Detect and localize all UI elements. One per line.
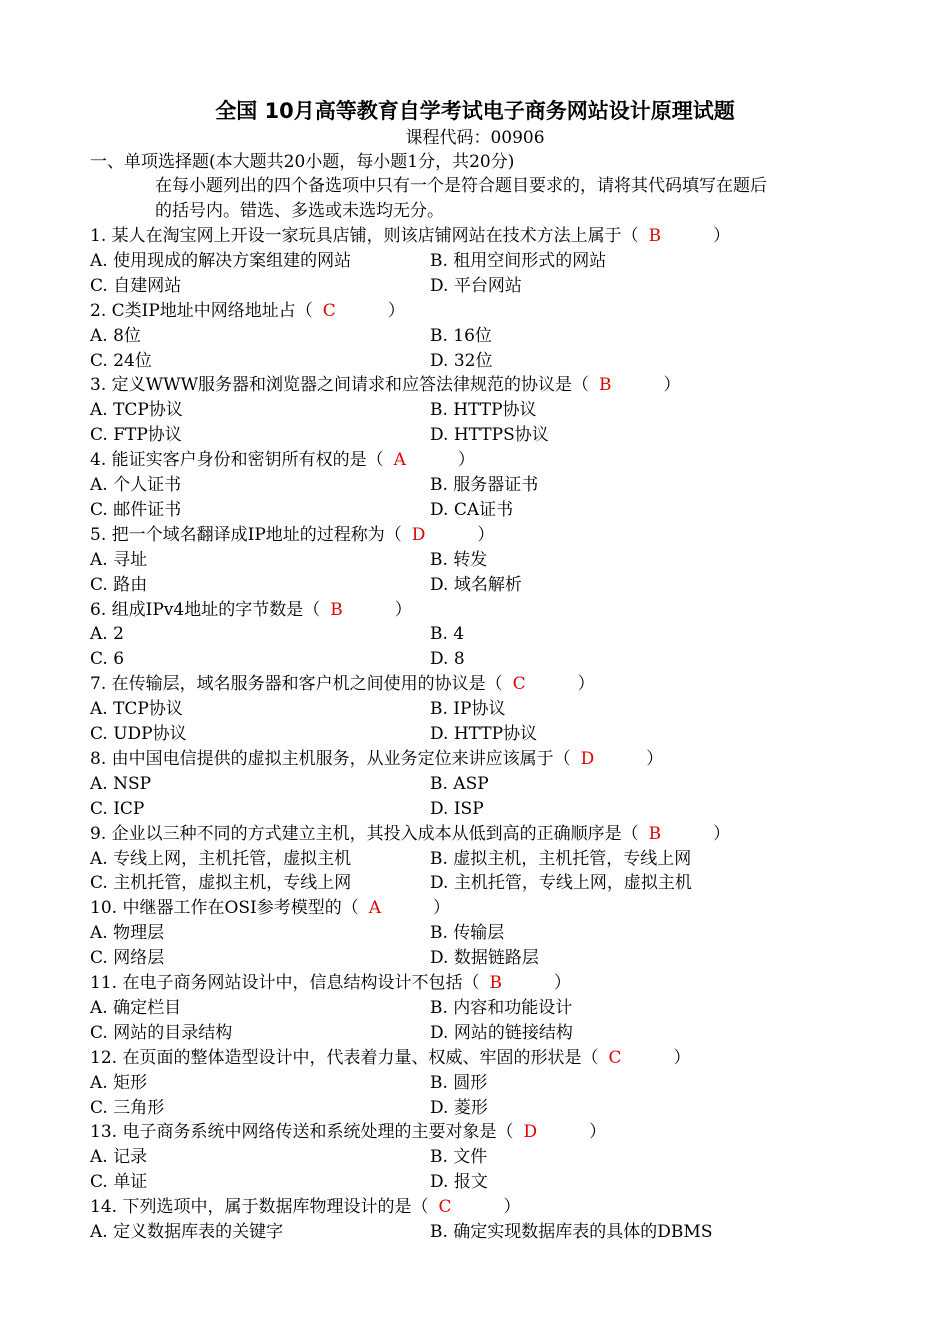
- question-2-options-row-1: [90, 324, 890, 349]
- question-10-options-row-2: [90, 946, 890, 971]
- closing-paren: ）: [553, 973, 571, 993]
- question-7-stem: [90, 672, 890, 697]
- question-11-options-row-2: [90, 1021, 890, 1046]
- option-b: B. 传输层: [430, 923, 505, 944]
- option-a: A. TCP协议: [90, 400, 183, 421]
- question-stem-text: 8. 由中国电信提供的虚拟主机服务，从业务定位来讲应该属于（: [90, 748, 571, 769]
- closing-paren: ）: [503, 1197, 521, 1218]
- question-9-options-row-2: [90, 871, 890, 896]
- question-7-options-row-1: [90, 697, 890, 722]
- answer-mark: A: [393, 450, 406, 471]
- closing-paren: ）: [433, 898, 451, 919]
- answer-mark: B: [599, 375, 612, 396]
- option-b: B. 服务器证书: [430, 475, 539, 495]
- option-a: A. NSP: [90, 773, 152, 794]
- question-stem-text: 6. 组成IPv4地址的字节数是（: [90, 599, 321, 620]
- question-1-options-row-1: [90, 249, 890, 274]
- closing-paren: ）: [394, 599, 412, 620]
- option-a: A. 矩形: [90, 1072, 148, 1093]
- option-c: C. 单证: [90, 1172, 148, 1193]
- question-6-options-row-1: [90, 622, 890, 647]
- answer-mark: D: [523, 1122, 538, 1143]
- question-7-options-row-2: [90, 722, 890, 747]
- question-2-options-row-2: [90, 349, 890, 374]
- option-d: D. 报文: [430, 1172, 488, 1193]
- question-12-options-row-1: [90, 1071, 890, 1096]
- question-stem-text: 1. 某人在淘宝网上开设一家玩具店铺，则该店铺网站在技术方法上属于（: [90, 226, 639, 246]
- option-d: D. 平台网站: [430, 275, 522, 296]
- question-4-stem: [90, 448, 890, 473]
- option-c: C. 网站的目录结构: [90, 1022, 233, 1043]
- answer-mark: A: [368, 898, 382, 919]
- closing-paren: ）: [577, 674, 595, 695]
- question-stem-text: 3. 定义WWW服务器和浏览器之间请求和应答法律规范的协议是（: [90, 375, 590, 396]
- option-b: B. 文件: [430, 1147, 488, 1168]
- answer-mark: B: [648, 823, 662, 844]
- answer-mark: D: [580, 748, 595, 769]
- option-d: D. 菱形: [430, 1097, 488, 1118]
- option-a: A. 个人证书: [90, 475, 182, 495]
- option-b: B. 内容和功能设计: [430, 997, 573, 1018]
- closing-paren: ）: [673, 1047, 691, 1068]
- option-a: A. 确定栏目: [90, 997, 182, 1018]
- question-8-options-row-1: [90, 772, 890, 797]
- option-c: C. 自建网站: [90, 275, 182, 296]
- question-3-stem: [90, 373, 890, 398]
- option-d: D. HTTPS协议: [430, 425, 549, 446]
- question-3-options-row-1: [90, 398, 890, 423]
- question-6-stem: [90, 598, 890, 623]
- question-4-options-row-1: [90, 473, 890, 498]
- option-b: B. HTTP协议: [430, 400, 537, 421]
- closing-paren: ）: [477, 524, 495, 545]
- option-d: D. 主机托管，专线上网，虚拟主机: [430, 873, 692, 894]
- question-5-options-row-1: [90, 548, 890, 573]
- closing-paren: ）: [646, 748, 664, 769]
- answer-mark: B: [489, 973, 502, 993]
- option-a: A. 记录: [90, 1147, 148, 1168]
- question-12-stem: [90, 1046, 890, 1071]
- option-c: C. 三角形: [90, 1097, 165, 1118]
- option-b: B. 确定实现数据库表的具体的DBMS: [430, 1222, 713, 1242]
- course-code: 课程代码：00906: [405, 128, 545, 148]
- question-4-options-row-2: [90, 498, 890, 523]
- option-a: A. 8位: [90, 325, 141, 346]
- question-10-options-row-1: [90, 921, 890, 946]
- option-b: B. 圆形: [430, 1072, 488, 1093]
- answer-mark: D: [411, 524, 426, 545]
- question-11-options-row-1: [90, 996, 890, 1021]
- option-c: C. 网络层: [90, 948, 165, 969]
- option-a: A. 寻址: [90, 549, 148, 570]
- question-13-options-row-1: [90, 1145, 890, 1170]
- answer-mark: C: [608, 1047, 622, 1068]
- option-d: D. CA证书: [430, 499, 514, 520]
- question-1-stem: [90, 224, 890, 249]
- option-a: A. 使用现成的解决方案组建的网站: [90, 250, 352, 271]
- question-stem-text: 5. 把一个域名翻译成IP地址的过程称为（: [90, 524, 402, 545]
- question-stem-text: 14. 下列选项中，属于数据库物理设计的是（: [90, 1197, 429, 1218]
- question-stem-text: 2. C类IP地址中网络地址占（: [90, 300, 313, 321]
- option-a: A. 专线上网，主机托管，虚拟主机: [90, 848, 352, 869]
- question-13-stem: [90, 1120, 890, 1145]
- closing-paren: ）: [663, 375, 681, 396]
- closing-paren: ）: [713, 823, 731, 844]
- instruction-line-2: 的括号内。错选、多选或未选均无分。: [155, 201, 444, 221]
- question-stem-text: 10. 中继器工作在OSI参考模型的（: [90, 898, 359, 919]
- question-1-options-row-2: [90, 274, 890, 299]
- question-12-options-row-2: [90, 1096, 890, 1121]
- answer-mark: B: [330, 599, 343, 620]
- option-a: A. TCP协议: [90, 699, 183, 720]
- question-3-options-row-2: [90, 423, 890, 448]
- question-5-options-row-2: [90, 573, 890, 598]
- option-c: C. 路由: [90, 574, 148, 595]
- option-c: C. 邮件证书: [90, 499, 182, 520]
- option-c: C. ICP: [90, 798, 145, 819]
- closing-paren: ）: [713, 226, 731, 246]
- question-8-stem: [90, 747, 890, 772]
- option-c: C. UDP协议: [90, 724, 187, 744]
- option-a: A. 物理层: [90, 923, 165, 944]
- option-b: B. 租用空间形式的网站: [430, 250, 607, 271]
- option-c: C. 主机托管，虚拟主机，专线上网: [90, 873, 352, 894]
- question-14-options-row-1: [90, 1220, 890, 1245]
- question-stem-text: 12. 在页面的整体造型设计中，代表着力量、权威、牢固的形状是（: [90, 1047, 599, 1068]
- option-d: D. 网站的链接结构: [430, 1022, 573, 1043]
- option-d: D. HTTP协议: [430, 724, 538, 744]
- question-6-options-row-2: [90, 647, 890, 672]
- closing-paren: ）: [387, 300, 405, 321]
- question-9-options-row-1: [90, 847, 890, 872]
- option-b: B. IP协议: [430, 699, 506, 720]
- closing-paren: ）: [589, 1122, 607, 1143]
- question-14-stem: [90, 1195, 890, 1220]
- question-8-options-row-2: [90, 797, 890, 822]
- question-stem-text: 9. 企业以三种不同的方式建立主机，其投入成本从低到高的正确顺序是（: [90, 823, 639, 844]
- answer-mark: C: [512, 674, 526, 695]
- option-c: C. FTP协议: [90, 425, 182, 446]
- question-5-stem: [90, 523, 890, 548]
- option-d: D. 数据链路层: [430, 948, 539, 969]
- option-a: A. 定义数据库表的关键字: [90, 1222, 284, 1242]
- question-9-stem: [90, 822, 890, 847]
- answer-mark: C: [438, 1197, 452, 1218]
- question-13-options-row-2: [90, 1170, 890, 1195]
- question-10-stem: [90, 896, 890, 921]
- option-d: D. 8: [430, 649, 465, 670]
- option-b: B. 16位: [430, 325, 492, 346]
- closing-paren: ）: [457, 450, 475, 471]
- option-a: A. 2: [90, 624, 124, 645]
- option-d: D. 32位: [430, 350, 493, 371]
- question-stem-text: 4. 能证实客户身份和密钥所有权的是（: [90, 450, 384, 471]
- question-stem-text: 11. 在电子商务网站设计中，信息结构设计不包括（: [90, 973, 480, 993]
- question-stem-text: 13. 电子商务系统中网络传送和系统处理的主要对象是（: [90, 1122, 514, 1143]
- option-c: C. 6: [90, 649, 125, 670]
- option-d: D. 域名解析: [430, 574, 522, 595]
- option-b: B. 4: [430, 624, 465, 645]
- section-heading: 一、单项选择题(本大题共20小题，每小题1分，共20分): [90, 152, 515, 172]
- question-stem-text: 7. 在传输层，域名服务器和客户机之间使用的协议是（: [90, 674, 503, 695]
- exam-title: 全国 10月高等教育自学考试电子商务网站设计原理试题: [215, 99, 735, 123]
- question-2-stem: [90, 299, 890, 324]
- instruction-line-1: 在每小题列出的四个备选项中只有一个是符合题目要求的，请将其代码填写在题后: [155, 176, 767, 196]
- option-d: D. ISP: [430, 798, 484, 819]
- answer-mark: C: [322, 300, 336, 321]
- option-b: B. 虚拟主机，主机托管，专线上网: [430, 848, 692, 869]
- option-b: B. 转发: [430, 549, 488, 570]
- question-11-stem: [90, 971, 890, 996]
- option-c: C. 24位: [90, 350, 152, 371]
- answer-mark: B: [648, 226, 662, 246]
- option-b: B. ASP: [430, 773, 489, 794]
